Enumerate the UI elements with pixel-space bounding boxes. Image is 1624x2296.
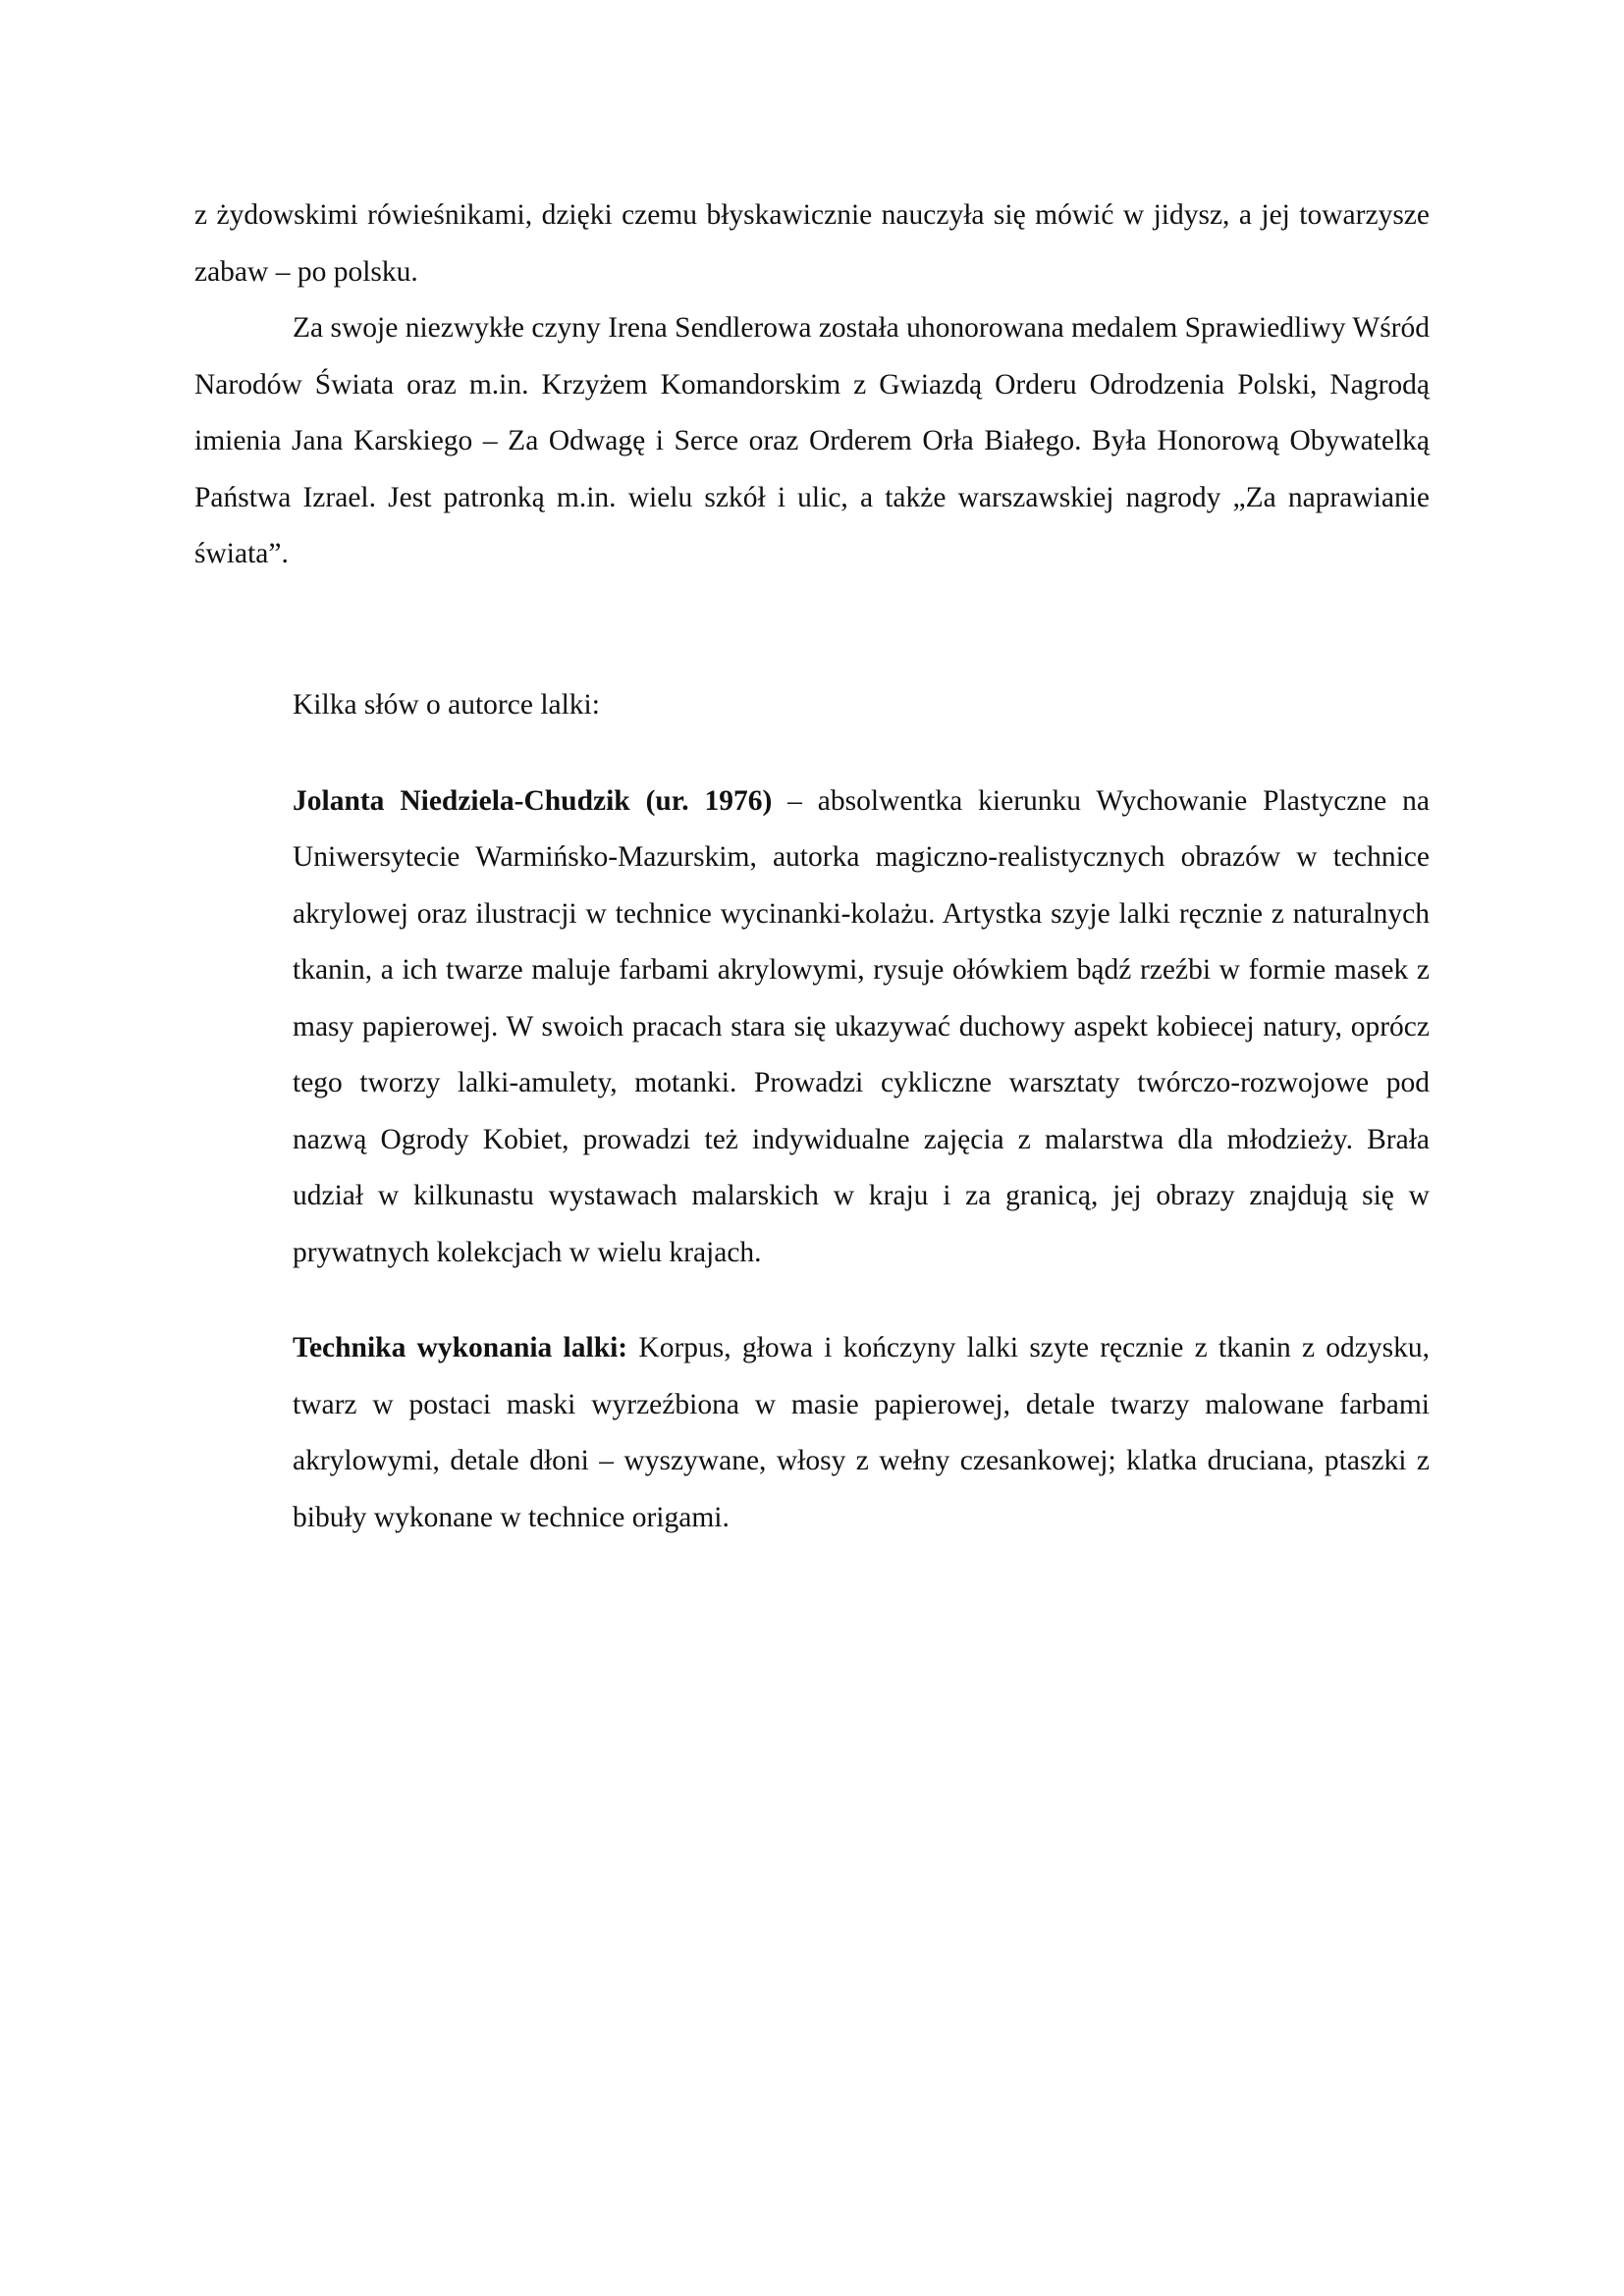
author-bio-text: – absolwentka kierunku Wychowanie Plastyczne na Uniwersytecie Warmińsko-Mazurskim, autorka magiczno-realistycznych obrazów w technice akrylowej oraz ilustracji w technice wycinanki-kolażu. Artystka szyje lalki ręcznie z naturalnych tkanin, a ich twarze maluje farbami akrylowymi, rysuje ołówkiem bądź rzeźbi w formie masek z masy papierowej. W swoich pracach stara się ukazywać duchowy aspekt kobiecej natury, oprócz tego tworzy lalki-amulety, motanki. Prowadzi cykliczne warsztaty twórczo-rozwojowe pod nazwą Ogrody Kobiet, prowadzi też indywidualne zajęcia z malarstwa dla młodzieży. Brała udział w kilkunastu wystawach malarskich w kraju i za granicą, jej obrazy znajdują się w prywatnych kolekcjach w wielu krajach. xyxy=(293,784,1430,1268)
main-text-block xyxy=(194,187,1430,583)
technique-paragraph xyxy=(293,1320,1430,1546)
honors-paragraph: Za swoje niezwykłe czyny Irena Sendlerowa została uhonorowana medalem Sprawiedliwy Wśród Narodów Świata oraz m.in. Krzyżem Komandorskim z Gwiazdą Orderu Odrodzenia Polski, Nagrodą imienia Jana Karskiego – Za Odwagę i Serce oraz Orderem Orła Białego. Była Honorową Obywatelką Państwa Izrael. Jest patronką m.in. wielu szkół i ulic, a także warszawskiej nagrody „Za naprawianie świata”. xyxy=(194,312,1430,569)
technique-text: Korpus, głowa i kończyny lalki szyte ręcznie z tkanin z odzysku, twarz w postaci maski wyrzeźbiona w masie papierowej, detale twarzy malowane farbami akrylowymi, detale dłoni – wyszywane, włosy z wełny czesankowej; klatka druciana, ptaszki z bibuły wykonane w technice origami. xyxy=(293,1332,1431,1533)
author-bio-paragraph xyxy=(293,774,1430,1282)
continuation-paragraph: z żydowskimi rówieśnikami, dzięki czemu błyskawicznie nauczyła się mówić w jidysz, a jej towarzysze zabaw – po polsku. xyxy=(194,199,1430,288)
author-section-heading: Kilka słów o autorce lalki: xyxy=(293,689,600,721)
author-name: Jolanta Niedziela-Chudzik (ur. 1976) xyxy=(293,784,773,817)
technique-label: Technika wykonania lalki: xyxy=(293,1332,628,1363)
author-section xyxy=(293,677,1430,1546)
